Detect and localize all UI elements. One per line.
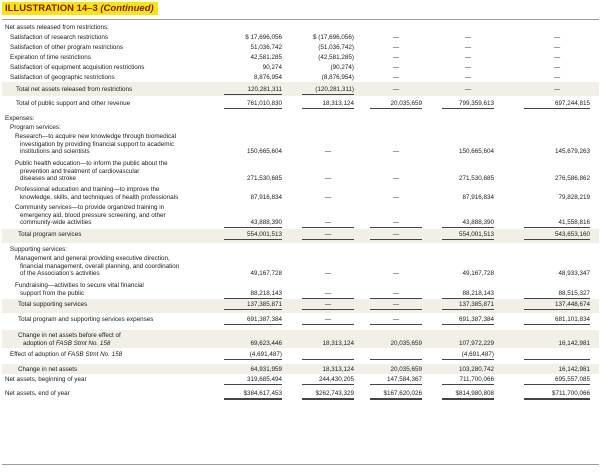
row-label-line: Fundraising—activities to secure vital financial xyxy=(15,282,144,289)
cell-total: 554,001,513 xyxy=(224,231,282,240)
cell-perm-restricted: — xyxy=(392,74,400,81)
row-shading xyxy=(2,229,599,243)
cell-unrestricted-temp xyxy=(302,351,354,360)
cell-current-total: 799,359,613 xyxy=(442,100,494,109)
cell-prior-total: 681,101,834 xyxy=(524,316,590,325)
cell-perm-restricted: — xyxy=(392,64,400,71)
cell-prior-total: 276,586,862 xyxy=(554,175,590,183)
cell-perm-restricted: — xyxy=(370,290,422,299)
row-label-line: Total supporting services xyxy=(18,301,88,308)
cell-prior-total: — xyxy=(553,86,561,93)
cell-perm-restricted: — xyxy=(370,219,422,228)
cell-current-total: — xyxy=(464,86,472,93)
cell-prior-total: — xyxy=(553,74,561,81)
cell-total: 150,665,604 xyxy=(246,148,282,156)
row-label-line: Effect of adoption of FASB Stmt No. 158 xyxy=(10,351,123,358)
row-label-line: Management and general providing executive direction, xyxy=(15,255,170,262)
row-label-line: investigation by providing financial support to academic xyxy=(20,140,175,148)
row-label-line: support from the public xyxy=(20,289,85,297)
cell-unrestricted-temp: — xyxy=(324,148,332,156)
cell-current-total: 150,665,604 xyxy=(458,148,494,156)
cell-prior-total: — xyxy=(553,54,561,61)
row-label xyxy=(15,255,179,278)
illustration-title xyxy=(2,2,158,15)
row-label-line: Change in net assets xyxy=(18,366,78,373)
cell-prior-total: 88,515,327 xyxy=(524,290,590,299)
row-label-line: Public health education—to inform the public about the xyxy=(15,160,168,167)
cell-perm-restricted: — xyxy=(370,301,422,310)
cell-perm-restricted: — xyxy=(392,193,400,201)
row-label-line: Net assets, end of year xyxy=(5,390,70,397)
cell-unrestricted-temp: 18,313,124 xyxy=(322,366,354,373)
row-label-line: Change in net assets before effect of xyxy=(18,332,121,339)
row-label-line: Supporting services: xyxy=(10,246,68,253)
cell-prior-total: 16,142,981 xyxy=(558,366,590,373)
cell-unrestricted-temp: — xyxy=(302,301,354,310)
cell-total: 49,167,728 xyxy=(250,270,282,278)
cell-prior-total: 695,557,085 xyxy=(524,376,590,385)
cell-total: 69,623,446 xyxy=(250,339,282,347)
cell-total: 8,876,954 xyxy=(253,74,282,81)
cell-total: 42,581,285 xyxy=(250,54,282,61)
row-label xyxy=(16,100,130,108)
cell-current-total: — xyxy=(464,44,472,51)
cell-unrestricted-temp: — xyxy=(324,175,332,183)
row-label xyxy=(18,366,77,374)
row-label-line: Professional education and training—to improve the xyxy=(15,186,160,193)
row-label-line: Research—to acquire new knowledge through biomedical xyxy=(15,133,177,140)
row-label xyxy=(10,246,67,254)
row-label-line: diseases and stroke xyxy=(20,175,77,183)
row-label xyxy=(5,24,109,32)
cell-total: 120,281,311 xyxy=(224,86,282,95)
row-label xyxy=(5,390,70,398)
cell-prior-total: — xyxy=(553,44,561,51)
cell-current-total: 691,387,384 xyxy=(442,316,494,325)
cell-current-total: 137,385,871 xyxy=(442,301,494,310)
row-label-line: Community services—to provide organized training in xyxy=(15,204,165,211)
cell-unrestricted-temp: (90,274) xyxy=(330,64,354,71)
row-label xyxy=(18,301,87,309)
cell-prior-total: 16,142,981 xyxy=(558,339,590,347)
cell-total: 691,387,384 xyxy=(224,316,282,325)
cell-total: 87,916,834 xyxy=(250,193,282,201)
cell-prior-total: 697,244,815 xyxy=(524,100,590,109)
row-label xyxy=(5,115,34,123)
row-label xyxy=(10,124,61,132)
cell-current-total: — xyxy=(464,64,472,71)
cell-current-total: 271,530,685 xyxy=(458,175,494,183)
cell-perm-restricted: 20,035,659 xyxy=(390,366,422,373)
cell-perm-restricted: — xyxy=(370,316,422,325)
cell-total: 761,010,830 xyxy=(224,100,282,109)
cell-unrestricted-temp: 18,313,124 xyxy=(322,339,354,347)
row-label xyxy=(10,74,115,82)
row-label-line: Satisfaction of research restrictions xyxy=(10,34,108,41)
row-label xyxy=(18,332,121,347)
cell-total: 137,385,871 xyxy=(224,301,282,310)
cell-current-total: — xyxy=(464,54,472,61)
row-label-line: Satisfaction of geographic restrictions xyxy=(10,74,115,81)
cell-unrestricted-temp: — xyxy=(302,231,354,240)
cell-unrestricted-temp: (120,281,311) xyxy=(302,86,354,95)
row-label-line: Total program services xyxy=(18,231,82,238)
cell-unrestricted-temp: — xyxy=(324,270,332,278)
row-label-line: Satisfaction of equipment acquisition restrictions xyxy=(10,64,145,71)
cell-perm-restricted: 147,584,367 xyxy=(370,376,422,385)
cell-current-total: 87,916,834 xyxy=(462,193,494,201)
cell-current-total: — xyxy=(464,34,472,41)
cell-unrestricted-temp: (8,876,954) xyxy=(321,74,354,81)
row-label-line: financial management, overall planning, and coordination xyxy=(20,262,180,270)
cell-perm-restricted: — xyxy=(392,44,400,51)
cell-total: 43,888,390 xyxy=(224,219,282,228)
row-label-line: Total program and supporting services expenses xyxy=(18,316,154,323)
cell-total: 64,931,959 xyxy=(250,366,282,373)
row-label xyxy=(15,204,166,227)
row-label-line: Program services: xyxy=(10,124,61,131)
row-label-line: emergency aid, blood pressure screening, and other xyxy=(20,211,166,219)
cell-prior-total xyxy=(524,351,590,360)
cell-total: (4,691,487) xyxy=(224,351,282,360)
row-label xyxy=(10,54,91,62)
row-label-line: adoption of FASB Stmt No. 158 xyxy=(23,339,111,347)
cell-perm-restricted: 20,035,659 xyxy=(370,100,422,109)
cell-unrestricted-temp: $262,743,329 xyxy=(302,390,354,400)
cell-current-total: 711,700,066 xyxy=(442,376,494,385)
cell-perm-restricted: — xyxy=(392,270,400,278)
cell-current-total: — xyxy=(464,74,472,81)
row-label-line: prevention and treatment of cardiovascular xyxy=(20,167,140,175)
cell-perm-restricted: — xyxy=(392,175,400,183)
cell-prior-total: 48,933,347 xyxy=(558,270,590,278)
cell-current-total: 107,972,229 xyxy=(458,339,494,347)
cell-unrestricted-temp: — xyxy=(302,219,354,228)
cell-perm-restricted: — xyxy=(370,231,422,240)
cell-perm-restricted: — xyxy=(392,34,400,41)
cell-prior-total: 543,653,160 xyxy=(524,231,590,240)
row-label xyxy=(15,160,168,183)
cell-total: $ 17,696,056 xyxy=(245,34,282,41)
row-label-line: community-wide activities xyxy=(20,219,92,227)
cell-total: 90,274 xyxy=(262,64,282,71)
cell-perm-restricted: 20,035,659 xyxy=(390,339,422,347)
cell-perm-restricted: — xyxy=(392,54,400,61)
cell-current-total: 49,167,728 xyxy=(462,270,494,278)
row-label xyxy=(18,316,153,324)
row-label xyxy=(5,376,87,384)
cell-unrestricted-temp: — xyxy=(324,193,332,201)
row-label xyxy=(10,44,123,52)
cell-total: 88,218,143 xyxy=(224,290,282,299)
row-label xyxy=(15,186,178,201)
row-label-line: Satisfaction of other program restrictions xyxy=(10,44,124,51)
row-label xyxy=(10,34,108,42)
statement-table xyxy=(2,19,599,465)
cell-perm-restricted: — xyxy=(392,86,400,93)
cell-perm-restricted: — xyxy=(392,148,400,156)
row-shading xyxy=(2,299,599,313)
row-shading xyxy=(2,364,599,374)
row-label xyxy=(15,282,144,297)
cell-unrestricted-temp: (42,581,285) xyxy=(318,54,354,61)
cell-prior-total: 145,679,263 xyxy=(554,148,590,156)
cell-current-total: 88,218,143 xyxy=(442,290,494,299)
cell-total: 271,530,685 xyxy=(246,175,282,183)
cell-current-total: 554,001,513 xyxy=(442,231,494,240)
row-label xyxy=(16,86,132,94)
cell-current-total: (4,691,487) xyxy=(442,351,494,360)
illustration-label: ILLUSTRATION 14–3 xyxy=(5,3,98,14)
cell-prior-total: — xyxy=(553,34,561,41)
cell-unrestricted-temp: — xyxy=(302,290,354,299)
cell-unrestricted-temp: — xyxy=(302,316,354,325)
row-label xyxy=(18,231,81,239)
cell-prior-total: $711,700,066 xyxy=(524,390,590,400)
row-label xyxy=(15,133,176,156)
row-label xyxy=(10,64,144,72)
row-label xyxy=(10,351,122,359)
row-label-line: of the Association’s activities xyxy=(20,270,100,278)
cell-unrestricted-temp: (51,036,742) xyxy=(318,44,354,51)
cell-prior-total: 41,558,816 xyxy=(524,219,590,228)
cell-perm-restricted: $167,620,026 xyxy=(370,390,422,400)
cell-current-total: $814,980,808 xyxy=(442,390,494,400)
cell-current-total: 43,888,390 xyxy=(442,219,494,228)
cell-total: 51,036,742 xyxy=(250,44,282,51)
row-label-line: Expiration of time restrictions xyxy=(10,54,91,61)
row-label-line: Expenses: xyxy=(5,115,35,122)
row-label-line: Total net assets released from restrictions xyxy=(16,86,133,93)
cell-prior-total: — xyxy=(553,64,561,71)
cell-total: 319,685,494 xyxy=(224,376,282,385)
continued-label: (Continued) xyxy=(100,3,154,14)
cell-unrestricted-temp: $ (17,696,056) xyxy=(313,34,354,41)
cell-prior-total: 79,828,219 xyxy=(558,193,590,201)
row-label-line: Net assets, beginning of year xyxy=(5,376,87,383)
cell-total: $384,617,453 xyxy=(224,390,282,400)
cell-perm-restricted xyxy=(370,351,422,360)
cell-current-total: 103,280,742 xyxy=(458,366,494,373)
cell-unrestricted-temp: 18,313,124 xyxy=(302,100,354,109)
row-label-line: institutions and scientists xyxy=(20,148,90,156)
cell-unrestricted-temp: 244,430,205 xyxy=(302,376,354,385)
row-label-line: Total of public support and other revenue xyxy=(16,100,131,107)
row-label-line: Net assets released from restrictions: xyxy=(5,24,109,31)
row-label-line: knowledge, skills, and techniques of health professionals xyxy=(20,193,179,201)
cell-prior-total: 137,448,674 xyxy=(524,301,590,310)
